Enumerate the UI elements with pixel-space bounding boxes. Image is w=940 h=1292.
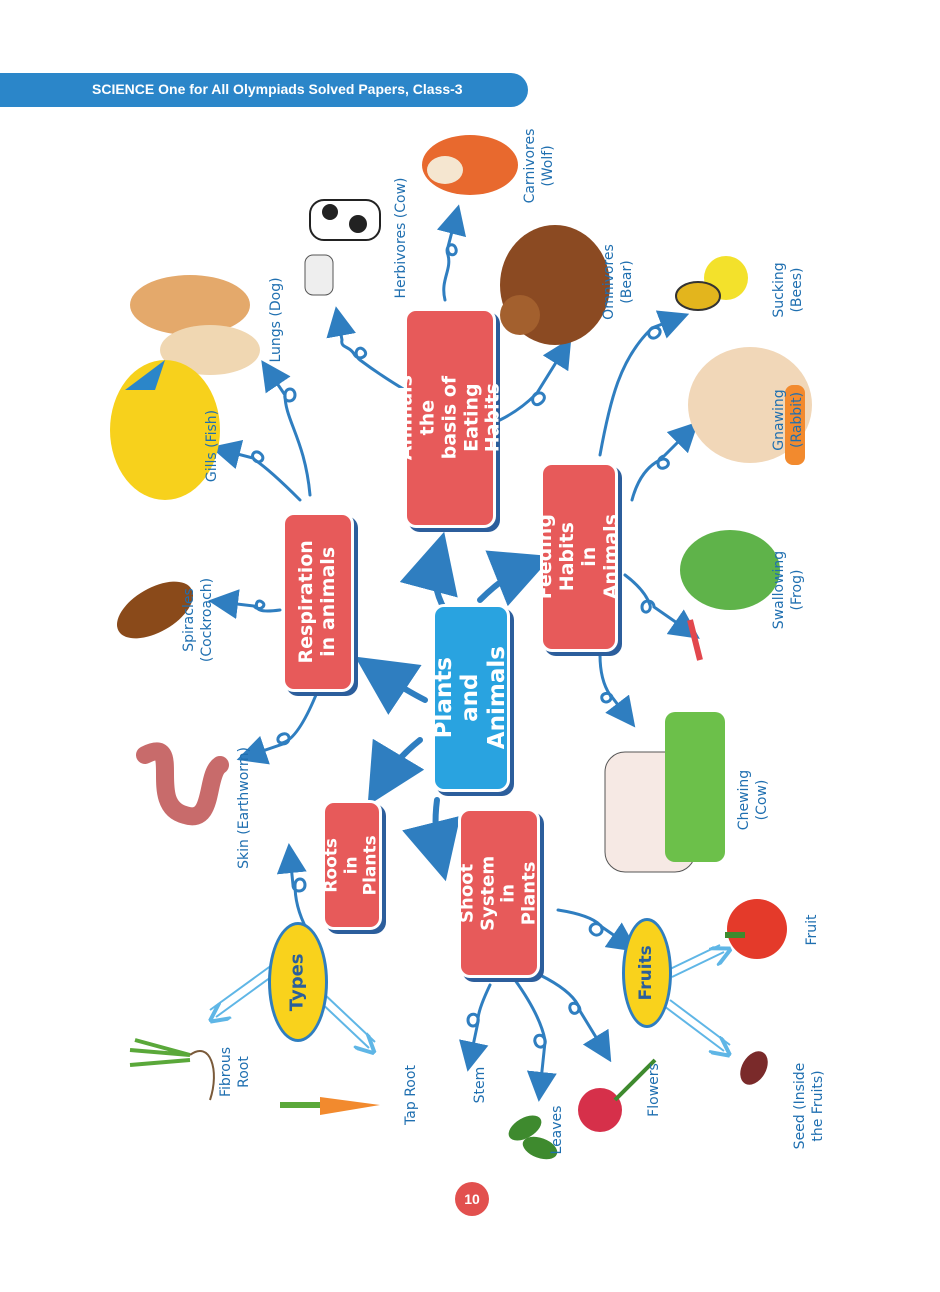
arrow-center-respiration [375,670,425,700]
label-omnivores: Omnivores (Bear) [601,244,635,320]
arrow-center-eating [435,555,445,610]
seed-picture [735,1046,774,1089]
arrow-fruits [558,910,628,945]
dog-picture [130,275,260,375]
carrot-picture [280,1097,380,1115]
label-swallowing: Swallowing (Frog) [771,550,805,630]
label-fibrous-root: Fibrous Root [218,1047,252,1097]
node-shoot-system: Shoot System in Plants [458,808,540,978]
arrow-stem [468,985,490,1060]
label-flowers: Flowers [646,1063,662,1117]
arrow-gills [222,450,300,500]
arrow-center-feeding [480,565,530,600]
label-taproot: Tap Root [403,1065,419,1125]
label-sucking: Sucking (Bees) [771,262,805,318]
frog-picture [680,530,780,660]
arrow-chewing [600,655,628,718]
arrow-sucking [600,318,678,455]
fibrous-root-picture [130,1040,214,1100]
label-stem: Stem [472,1066,488,1104]
node-eating-habits: Animals the basis of Eating Habits [404,308,496,528]
wolf-picture [422,135,518,195]
label-lungs: Lungs (Dog) [268,277,284,363]
arrow-spiracles [220,601,280,611]
earthworm-picture [145,751,220,816]
node-center: Plants and Animals [432,604,510,792]
arrow-fruits-fruit [668,945,724,977]
node-types: Types [268,922,328,1042]
arrow-flowers [540,975,605,1052]
arrow-gnawing [632,430,690,500]
arrow-skin [248,690,318,756]
label-leaves: Leaves [549,1105,565,1155]
label-chewing: Chewing (Cow) [736,769,770,831]
bee-picture [676,256,748,310]
flower-picture [578,1060,655,1132]
arrow-swallowing [625,575,690,632]
label-gills: Gills (Fish) [204,409,220,483]
arrow-carnivores [444,216,456,300]
node-roots: Roots in Plants [322,800,382,930]
label-herbivores: Herbivores (Cow) [393,177,409,299]
arrow-omnivores [500,348,565,420]
label-spiracles: Spiracles (Cockroach) [181,577,215,663]
node-respiration: Respiration in animals [282,512,354,692]
page-number: 10 [455,1182,489,1216]
cow-eating-picture [605,712,725,872]
label-seed: Seed (Inside the Fruits) [792,1062,826,1150]
arrow-leaves [515,980,545,1090]
node-feeding-habits: Feeding Habits in Animals [540,462,618,652]
apple-picture [725,899,787,959]
bear-picture [500,225,610,345]
node-fruits: Fruits [622,918,672,1028]
cow-picture [305,200,380,295]
header-title: SCIENCE One for All Olympiads Solved Papers, Class-3 [92,81,463,97]
label-gnawing: Gnawing (Rabbit) [771,389,805,451]
arrow-fruits-seed [664,1000,730,1051]
arrow-center-shoot [436,800,440,858]
label-skin: Skin (Earthworm) [236,747,252,869]
label-fruit: Fruit [804,914,820,946]
label-carnivores: Carnivores (Wolf) [522,128,556,204]
arrow-center-roots [380,740,420,785]
